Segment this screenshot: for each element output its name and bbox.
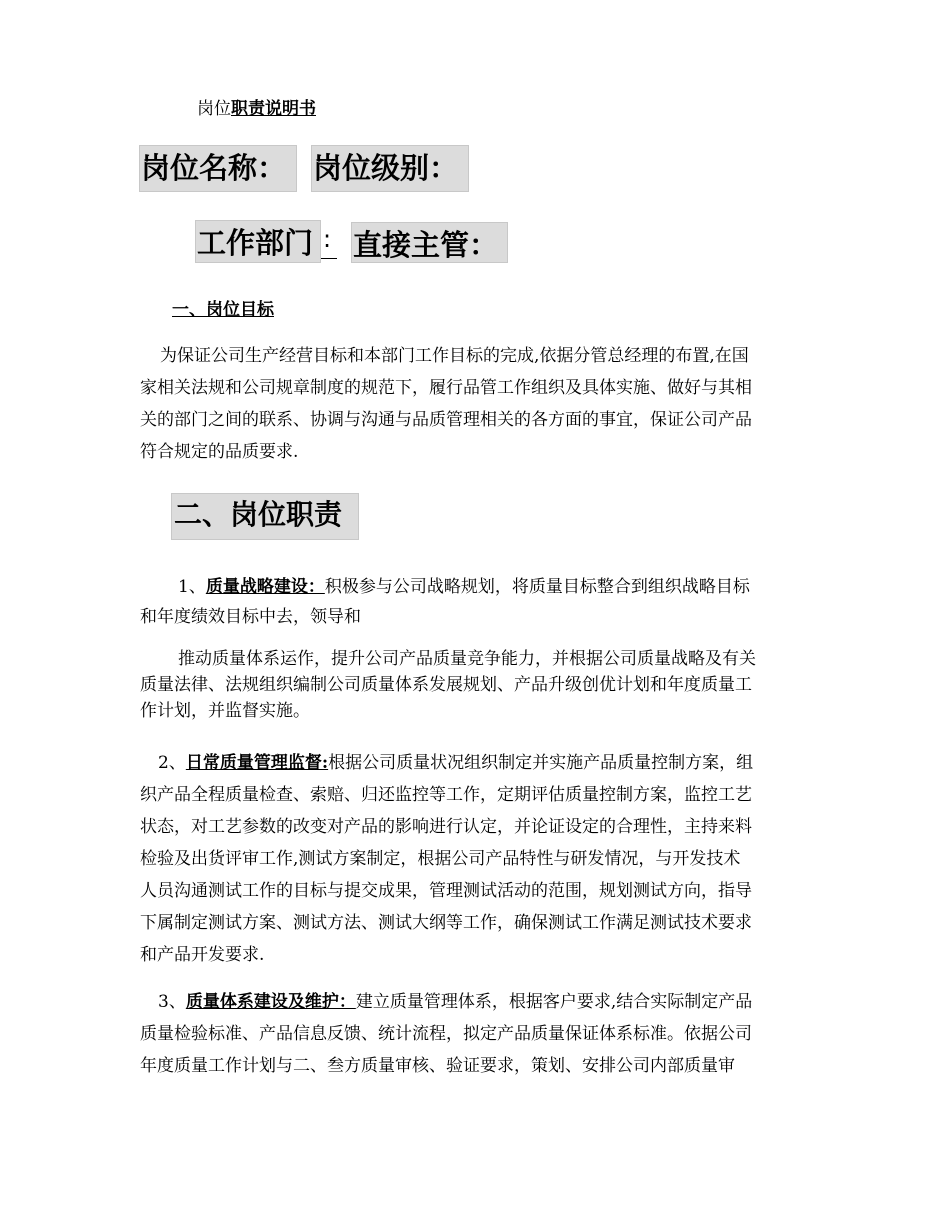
goal-line: 为保证公司生产经营目标和本部门工作目标的完成,依据分管总经理的布置,在国 bbox=[160, 346, 749, 366]
duty-item-line: 推动质量体系运作，提升公司产品质量竞争能力，并根据公司质量战略及有关 bbox=[178, 649, 756, 669]
goal-paragraph bbox=[140, 340, 812, 468]
position-name-field[interactable]: 岗位名称： bbox=[139, 145, 297, 192]
duty-item-lead: 质量体系建设及维护： bbox=[185, 992, 356, 1012]
duty-item-line: 织产品全程质量检查、索赔、归还监控等工作，定期评估质量控制方案，监控工艺 bbox=[140, 785, 752, 805]
duty-item-line: 质量检验标准、产品信息反馈、统计流程，拟定产品质量保证体系标准。依据公司 bbox=[140, 1024, 752, 1044]
goal-line: 关的部门之间的联系、协调与沟通与品质管理相关的各方面的事宜，保证公司产品 bbox=[140, 410, 752, 430]
duty-item-3 bbox=[140, 986, 812, 1082]
duty-item-text: 建立质量管理体系，根据客户要求,结合实际制定产品 bbox=[355, 992, 753, 1012]
duty-item-line: 质量法律、法规组织编制公司质量体系发展规划、产品升级创优计划和年度质量工 bbox=[140, 675, 752, 695]
duty-item-lead: 质量战略建设： bbox=[205, 577, 325, 597]
duty-item-line: 和年度绩效目标中去，领导和 bbox=[140, 607, 361, 627]
document-title-emphasis: 职责说明书 bbox=[231, 99, 316, 119]
goal-line: 符合规定的品质要求. bbox=[140, 442, 299, 462]
position-level-field[interactable]: 岗位级别： bbox=[311, 145, 469, 192]
document-title bbox=[197, 97, 316, 121]
duty-item-line: 作计划，并监督实施。 bbox=[140, 701, 310, 721]
duty-item-number: 2、 bbox=[158, 753, 186, 773]
duty-item-line: 人员沟通测试工作的目标与提交成果，管理测试活动的范围，规划测试方向，指导 bbox=[140, 881, 752, 901]
duty-item-2 bbox=[140, 747, 812, 971]
goal-line: 家相关法规和公司规章制度的规范下，履行品管工作组织及具体实施、做好与其相 bbox=[140, 378, 752, 398]
section-heading-duties: 二、岗位职责 bbox=[171, 493, 359, 540]
department-separator: : bbox=[323, 225, 332, 253]
duty-item-1-continuation bbox=[140, 646, 812, 724]
duty-item-line: 下属制定测试方案、测试方法、测试大纲等工作，确保测试工作满足测试技术要求 bbox=[140, 913, 752, 933]
duty-item-line: 年度质量工作计划与二、叁方质量审核、验证要求，策划、安排公司内部质量审 bbox=[140, 1056, 735, 1076]
duty-item-2-first-line bbox=[140, 747, 812, 779]
duty-item-text: 积极参与公司战略规划，将质量目标整合到组织战略目标 bbox=[324, 577, 750, 597]
department-underline bbox=[321, 258, 337, 259]
duty-item-number: 3、 bbox=[158, 992, 186, 1012]
duty-item-lead: 日常质量管理监督: bbox=[185, 753, 329, 773]
supervisor-field[interactable]: 直接主管： bbox=[351, 222, 508, 263]
duty-item-text: 根据公司质量状况组织制定并实施产品质量控制方案，组 bbox=[328, 753, 754, 773]
duty-item-1 bbox=[140, 571, 812, 631]
duty-item-line: 状态，对工艺参数的改变对产品的影响进行认定，并论证设定的合理性，主持来料 bbox=[140, 817, 752, 837]
department-field[interactable]: 工作部门 bbox=[195, 220, 321, 263]
document-title-prefix: 岗位 bbox=[197, 99, 231, 119]
duty-item-3-first-line bbox=[140, 986, 812, 1018]
duty-item-number: 1、 bbox=[178, 577, 206, 597]
duty-item-line: 检验及出货评审工作,测试方案制定，根据公司产品特性与研发情况，与开发技术 bbox=[140, 849, 741, 869]
duty-item-line: 和产品开发要求. bbox=[140, 945, 265, 965]
section-heading-goal: 一、岗位目标 bbox=[172, 300, 274, 320]
duty-item-1-first-line bbox=[140, 571, 812, 603]
